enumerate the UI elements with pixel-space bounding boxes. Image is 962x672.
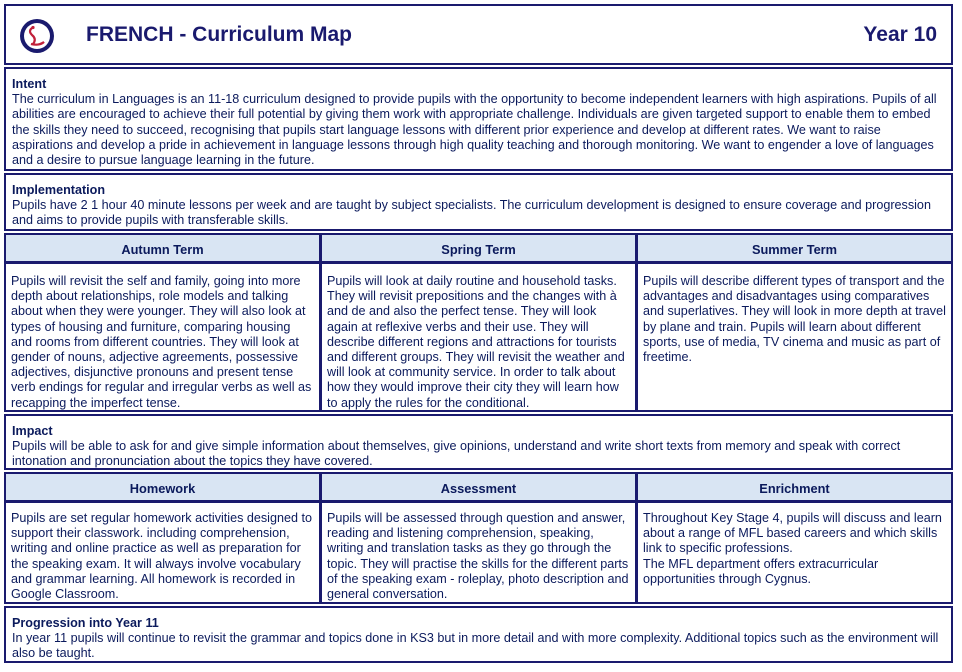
implementation-section [4, 173, 953, 231]
impact-heading: Impact [12, 424, 53, 438]
swan-logo-icon [19, 18, 55, 54]
summer-term-heading: Summer Term [636, 233, 953, 263]
summer-term-text: Pupils will describe different types of transport and the advantages and disadvantages using comparatives and superlatives. They will look in more depth at travel by plane and train. Pupils will learn about different sports, use of media, TV cinema and music as part of freetime. [636, 262, 953, 412]
curriculum-map [4, 4, 953, 663]
assessment-text: Pupils will be assessed through question and answer, reading and listening comprehension, speaking, writing and translation tasks as they go through the topic. They will practise the skills for the different parts of the speaking exam - roleplay, photo description and general conversation. [320, 501, 637, 604]
intent-section [4, 67, 953, 171]
implementation-heading: Implementation [12, 183, 106, 197]
progression-section [4, 606, 953, 663]
header [4, 4, 953, 65]
intent-heading: Intent [12, 77, 47, 91]
homework-heading: Homework [4, 472, 321, 502]
spring-term-heading: Spring Term [320, 233, 637, 263]
progression-text: In year 11 pupils will continue to revisit the grammar and topics done in KS3 but in more detail and with more complexity. Additional topics such as the environment will also be taught. [12, 631, 939, 661]
impact-section [4, 414, 953, 470]
impact-text: Pupils will be able to ask for and give simple information about themselves, give opinions, understand and write short texts from memory and speak with correct intonation and pronunciation about the topics they have covered. [12, 439, 901, 469]
autumn-term-heading: Autumn Term [4, 233, 321, 263]
year-label: Year 10 [863, 23, 937, 46]
spring-term-text: Pupils will look at daily routine and household tasks. They will revisit prepositions and the changes with à and de and also the perfect tense. They will look again at reflexive verbs and their use. They will describe different regions and attractions for tourists and different groups. They will revisit the weather and will look at community service. In order to talk about how they would improve their city they will learn how to apply the rules for the conditional. [320, 262, 637, 412]
progression-heading: Progression into Year 11 [12, 616, 159, 630]
enrichment-heading: Enrichment [636, 472, 953, 502]
autumn-term-text: Pupils will revisit the self and family, going into more depth about relationships, role models and talking about when they were younger. They will also look at types of housing and furniture, comparing housing and rooms from different countries. They will look at gender of nouns, adjective agreements, possessive adjectives, disjunctive pronouns and present tense verb endings for regular and irregular verbs as well as recapping the imperfect tense. [4, 262, 321, 412]
assessment-heading: Assessment [320, 472, 637, 502]
implementation-text: Pupils have 2 1 hour 40 minute lessons per week and are taught by subject specialists. The curriculum development is designed to ensure coverage and progression and aims to provide pupils with transferable skills. [12, 198, 931, 228]
enrichment-text: Throughout Key Stage 4, pupils will discuss and learn about a range of MFL based careers and which skills link to specific professions. The MFL department offers extracurricular opportunities through Cygnus. [636, 501, 953, 604]
homework-text: Pupils are set regular homework activities designed to support their classwork. including comprehension, writing and online practice as well as preparation for the speaking exam. It will always involve vocabulary and grammar learning. All homework is recorded in Google Classroom. [4, 501, 321, 604]
intent-text: The curriculum in Languages is an 11-18 curriculum designed to provide pupils with the opportunity to become independent learners with high aspirations. Pupils of all abilities are encouraged to achieve their full potential by giving them work with appropriate challenge. Individuals are given targeted support to enable them to embed the skills they need to succeed, recognising that pupils start language lessons with different prior experience and develop at different rates. We want to raise aspirations and develop a pride in achievement in language lessons through high quality teaching and thorough monitoring. We want to engender a love of languages and a desire to pursue language learning in the future. [12, 92, 937, 168]
page-title: FRENCH - Curriculum Map [86, 23, 353, 46]
